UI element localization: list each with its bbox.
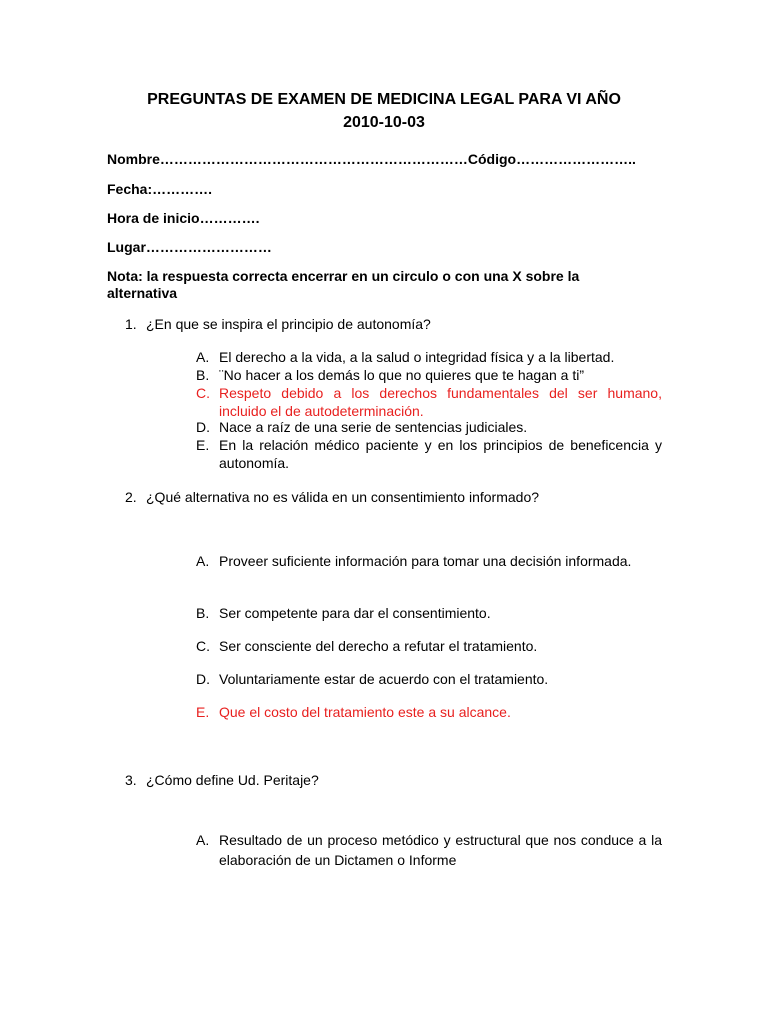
option-d[interactable]: [196, 418, 662, 436]
option-c-correct-answer[interactable]: [196, 384, 662, 420]
question-text: ¿Cómo define Ud. Peritaje?: [146, 772, 319, 788]
option-e-correct-answer[interactable]: [196, 703, 662, 721]
question-number: 2.: [125, 489, 137, 505]
option-letter: A.: [196, 832, 210, 848]
option-letter: B.: [196, 605, 210, 621]
option-a[interactable]: [196, 348, 662, 366]
question-number: 1.: [125, 316, 137, 332]
option-text: Respeto debido a los derechos fundamentales del ser humano, incluido el de autodeterminación.: [219, 385, 662, 419]
option-d[interactable]: [196, 670, 662, 688]
start-time-field: Hora de inicio………….: [107, 210, 260, 226]
option-b[interactable]: [196, 366, 662, 384]
option-b[interactable]: [196, 604, 662, 622]
option-e[interactable]: [196, 436, 662, 472]
option-text: Resultado de un proceso metódico y estructural que nos conduce a la elaboración de un Dictamen o Informe: [219, 832, 662, 868]
option-letter: C.: [196, 385, 210, 401]
option-text: Voluntariamente estar de acuerdo con el tratamiento.: [219, 671, 549, 687]
option-letter: D.: [196, 419, 210, 435]
name-code-field: Nombre…………………………………………………………Código……………………..: [107, 151, 636, 167]
option-text: ¨No hacer a los demás lo que no quieres que te hagan a ti”: [219, 367, 585, 383]
option-a[interactable]: [196, 551, 662, 571]
option-letter: E.: [196, 437, 210, 453]
option-letter: A.: [196, 349, 210, 365]
option-letter: A.: [196, 553, 210, 569]
date-field: Fecha:………….: [107, 181, 213, 197]
question-number: 3.: [125, 772, 137, 788]
option-text: El derecho a la vida, a la salud o integridad física y a la libertad.: [219, 349, 615, 365]
option-letter: B.: [196, 367, 210, 383]
option-c[interactable]: [196, 637, 662, 655]
question-text: ¿En que se inspira el principio de autonomía?: [146, 316, 431, 332]
option-text: Nace a raíz de una serie de sentencias judiciales.: [219, 419, 528, 435]
option-text: Que el costo del tratamiento este a su alcance.: [219, 704, 511, 720]
exam-title: PREGUNTAS DE EXAMEN DE MEDICINA LEGAL PARA VI AÑO: [147, 91, 621, 108]
option-text: En la relación médico paciente y en los principios de beneficencia y autonomía.: [219, 437, 662, 471]
option-letter: D.: [196, 671, 210, 687]
instructions-note: Nota: la respuesta correcta encerrar en un circulo o con una X sobre la alternativa: [107, 268, 580, 301]
option-text: Ser competente para dar el consentimiento.: [219, 605, 491, 621]
place-field: Lugar………………………: [107, 239, 272, 255]
option-letter: C.: [196, 638, 210, 654]
option-a[interactable]: [196, 830, 662, 870]
option-text: Proveer suficiente información para tomar una decisión informada.: [219, 553, 632, 569]
option-letter: E.: [196, 704, 210, 720]
option-text: Ser consciente del derecho a refutar el tratamiento.: [219, 638, 538, 654]
exam-date: 2010-10-03: [343, 114, 425, 131]
question-text: ¿Qué alternativa no es válida en un consentimiento informado?: [146, 489, 540, 505]
